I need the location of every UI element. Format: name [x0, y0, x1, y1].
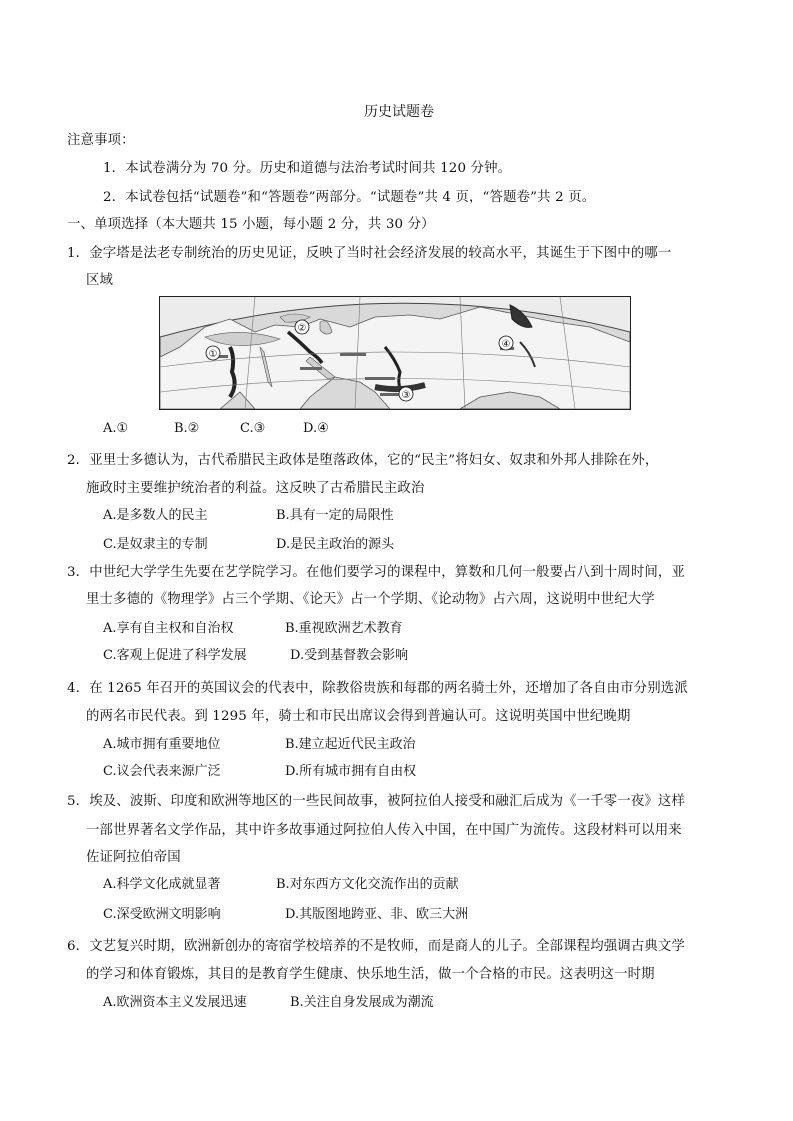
option-d[interactable]: D.是民主政治的源头	[276, 537, 395, 552]
option-b[interactable]: B.重视欧洲艺术教育	[285, 621, 403, 636]
map-marker: ②	[297, 323, 307, 334]
section-heading: 一、单项选择（本大题共 15 小题，每小题 2 分，共 30 分）	[67, 217, 435, 232]
option-a[interactable]: A.①	[103, 421, 129, 436]
option-a[interactable]: A.享有自主权和自治权	[103, 621, 234, 636]
option-a[interactable]: A.欧洲资本主义发展迅速	[103, 995, 247, 1010]
page-title: 历史试题卷	[364, 104, 434, 120]
option-d[interactable]: D.受到基督教会影响	[290, 648, 409, 663]
question-5-line: 一部世界著名文学作品，其中许多故事通过阿拉伯人传入中国，在中国广为流传。这段材料可以用来	[86, 823, 682, 838]
option-a[interactable]: A.科学文化成就显著	[103, 877, 221, 892]
question-5-line: 佐证阿拉伯帝国	[86, 850, 181, 865]
question-6-line: 6．文艺复兴时期，欧洲新创办的寄宿学校培养的不是牧师，而是商人的儿子。全部课程均强调古典文学	[67, 939, 685, 954]
option-b[interactable]: B.建立起近代民主政治	[285, 737, 416, 752]
map-marker: ①	[208, 349, 218, 360]
option-d[interactable]: D.其版图地跨亚、非、欧三大洲	[285, 907, 469, 922]
question-6-line: 的学习和体育锻炼，其目的是教育学生健康、快乐地生活，做一个合格的市民。这表明这一时期	[86, 967, 655, 982]
map-marker: ④	[501, 339, 511, 350]
question-3-line: 3．中世纪大学学生先要在艺学院学习。在他们要学习的课程中，算数和几何一般要占八到十周时间，亚	[67, 565, 685, 580]
option-b[interactable]: B.对东西方文化交流作出的贡献	[276, 877, 459, 892]
question-5-line: 5．埃及、波斯、印度和欧洲等地区的一些民间故事，被阿拉伯人接受和融汇后成为《一千零一夜》这样	[67, 794, 685, 809]
option-b[interactable]: B.关注自身发展成为潮流	[290, 995, 434, 1010]
notice-heading: 注意事项：	[67, 133, 135, 148]
option-c[interactable]: C.客观上促进了科学发展	[103, 648, 247, 663]
question-4-line: 的两名市民代表。到 1295 年，骑士和市民出席议会得到普遍认可。这说明英国中世纪晚期	[86, 709, 631, 724]
option-c[interactable]: C.议会代表来源广泛	[103, 764, 221, 779]
question-3-line: 里士多德的《物理学》占三个学期、《论天》占一个学期、《论动物》占六周，这说明中世纪大学	[86, 592, 655, 607]
option-c[interactable]: C.③	[240, 421, 266, 436]
map-marker: ③	[401, 390, 411, 401]
map-figure	[159, 296, 631, 410]
question-2-line: 施政时主要维护统治者的利益。这反映了古希腊民主政治	[86, 481, 425, 496]
option-b[interactable]: B.具有一定的局限性	[276, 508, 394, 523]
option-b[interactable]: B.②	[174, 421, 200, 436]
option-d[interactable]: D.④	[303, 421, 329, 436]
question-2-line: 2．亚里士多德认为，古代希腊民主政体是堕落政体，它的“民主”将妇女、奴隶和外邦人排除在外，	[67, 453, 659, 468]
option-a[interactable]: A.城市拥有重要地位	[103, 737, 221, 752]
notice-item: 2．本试卷包括“试题卷”和“答题卷”两部分。“试题卷”共 4 页，“答题卷”共 2 页。	[103, 190, 596, 205]
question-4-line: 4．在 1265 年召开的英国议会的代表中，除教俗贵族和每郡的两名骑士外，还增加了各自由市分别选派	[67, 681, 688, 696]
notice-item: 1．本试卷满分为 70 分。历史和道德与法治考试时间共 120 分钟。	[103, 161, 512, 176]
option-c[interactable]: C.深受欧洲文明影响	[103, 907, 221, 922]
option-c[interactable]: C.是奴隶主的专制	[103, 537, 208, 552]
option-d[interactable]: D.所有城市拥有自由权	[285, 764, 417, 779]
option-a[interactable]: A.是多数人的民主	[103, 508, 208, 523]
question-1-line: 1．金字塔是法老专制统治的历史见证，反映了当时社会经济发展的较高水平，其诞生于下图中的哪一	[67, 246, 672, 261]
question-1-line: 区域	[86, 273, 114, 288]
map-image	[160, 297, 630, 409]
